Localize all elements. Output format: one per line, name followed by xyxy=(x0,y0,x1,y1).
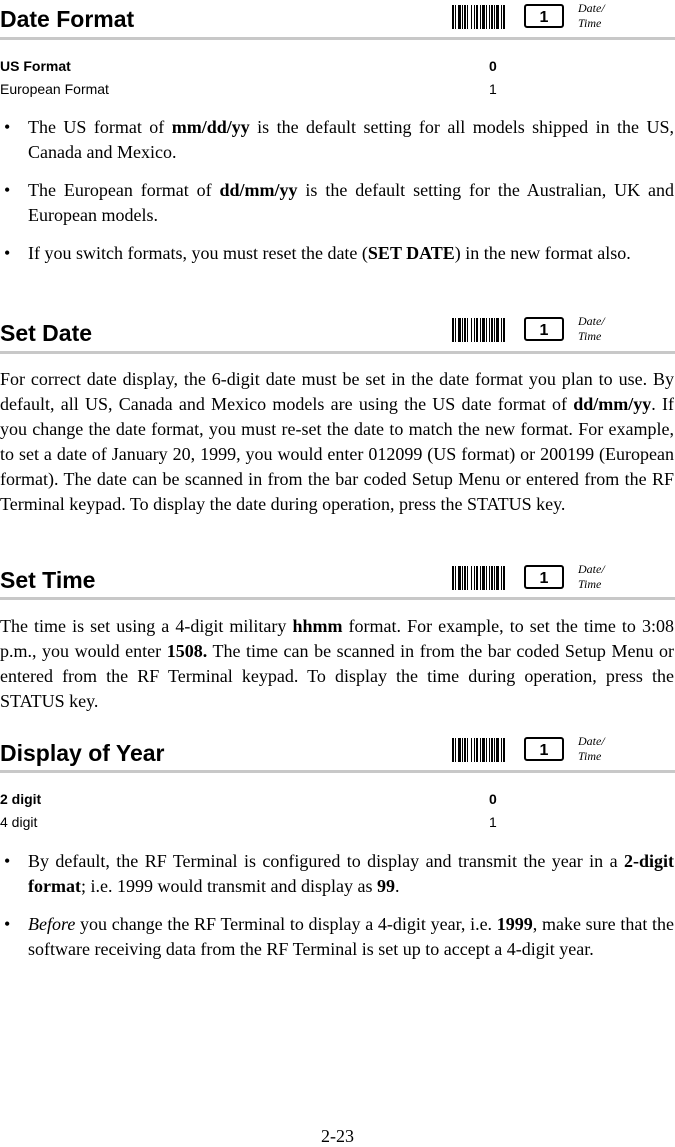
section-heading-set-time: Set Time xyxy=(0,567,96,593)
body-paragraph: The time is set using a 4-digit military hhmm format. For example, to set the time to 3:08 p.m., you would enter 1508. The time can be scanned in from the bar coded Setup Menu or entered from the RF Terminal keypad. To display the time during operation, press the STATUS key. xyxy=(0,616,674,711)
bullet-text: The European format of dd/mm/yy is the default setting for the Australian, UK and European models. xyxy=(28,180,674,225)
option-code: 1 xyxy=(489,81,497,97)
option-label: 4 digit xyxy=(0,814,38,830)
option-label: US Format xyxy=(0,58,71,74)
function-key-icon xyxy=(524,4,564,28)
option-label: European Format xyxy=(0,81,109,97)
svg-text:1: 1 xyxy=(539,742,549,759)
section-rule xyxy=(0,351,675,354)
bullet-glyph: • xyxy=(4,243,11,263)
section-rule xyxy=(0,37,675,40)
option-code: 1 xyxy=(489,814,497,830)
bullet-text: If you switch formats, you must reset the date (SET DATE) in the new format also. xyxy=(28,243,631,263)
option-code: 0 xyxy=(489,791,497,807)
date-time-tag: Date/ Time xyxy=(578,562,605,591)
page-number: 2-23 xyxy=(321,1126,354,1146)
bullet-glyph: • xyxy=(4,914,11,934)
section-rule xyxy=(0,597,675,600)
section-heading-display-of-year: Display of Year xyxy=(0,740,165,766)
svg-text:1: 1 xyxy=(539,9,549,26)
svg-text:1: 1 xyxy=(539,322,549,339)
body-paragraph: For correct date display, the 6-digit date must be set in the date format you plan to use. By default, all US, Canada and Mexico models are using the US date format of dd/mm/yy. If you change the date format, you must re-set the date to match the new format. For example, to set a date of January 20, 1999, you would enter 012099 (US format) or 200199 (European format). The date can be scanned in from the bar coded Setup Menu or entered from the RF Terminal keypad. To display the date during operation, press the STATUS key. xyxy=(0,369,674,514)
bullet-glyph: • xyxy=(4,180,11,200)
function-key-icon xyxy=(524,317,564,341)
svg-text:1: 1 xyxy=(539,570,549,587)
barcode-icon xyxy=(452,5,506,29)
bullet-glyph: • xyxy=(4,117,11,137)
function-key-icon xyxy=(524,565,564,589)
barcode-icon xyxy=(452,566,506,590)
barcode-icon xyxy=(452,318,506,342)
bullet-text: By default, the RF Terminal is configured to display and transmit the year in a 2-digit format; i.e. 1999 would transmit and display as 99. xyxy=(28,851,674,896)
section-heading-set-date: Set Date xyxy=(0,320,93,346)
bullet-text: The US format of mm/dd/yy is the default setting for all models shipped in the US, Canada and Mexico. xyxy=(28,117,674,162)
bullet-text: Before you change the RF Terminal to display a 4-digit year, i.e. 1999, make sure that the software receiving data from the RF Terminal is set up to accept a 4-digit year. xyxy=(28,914,674,959)
function-key-icon xyxy=(524,737,564,761)
option-code: 0 xyxy=(489,58,497,74)
date-time-tag: Date/ Time xyxy=(578,314,605,343)
barcode-icon xyxy=(452,738,506,762)
bullet-glyph: • xyxy=(4,851,11,871)
section-heading-date-format: Date Format xyxy=(0,6,135,32)
date-time-tag: Date/ Time xyxy=(578,734,605,763)
section-rule xyxy=(0,770,675,773)
date-time-tag: Date/ Time xyxy=(578,1,605,30)
option-label: 2 digit xyxy=(0,791,42,807)
